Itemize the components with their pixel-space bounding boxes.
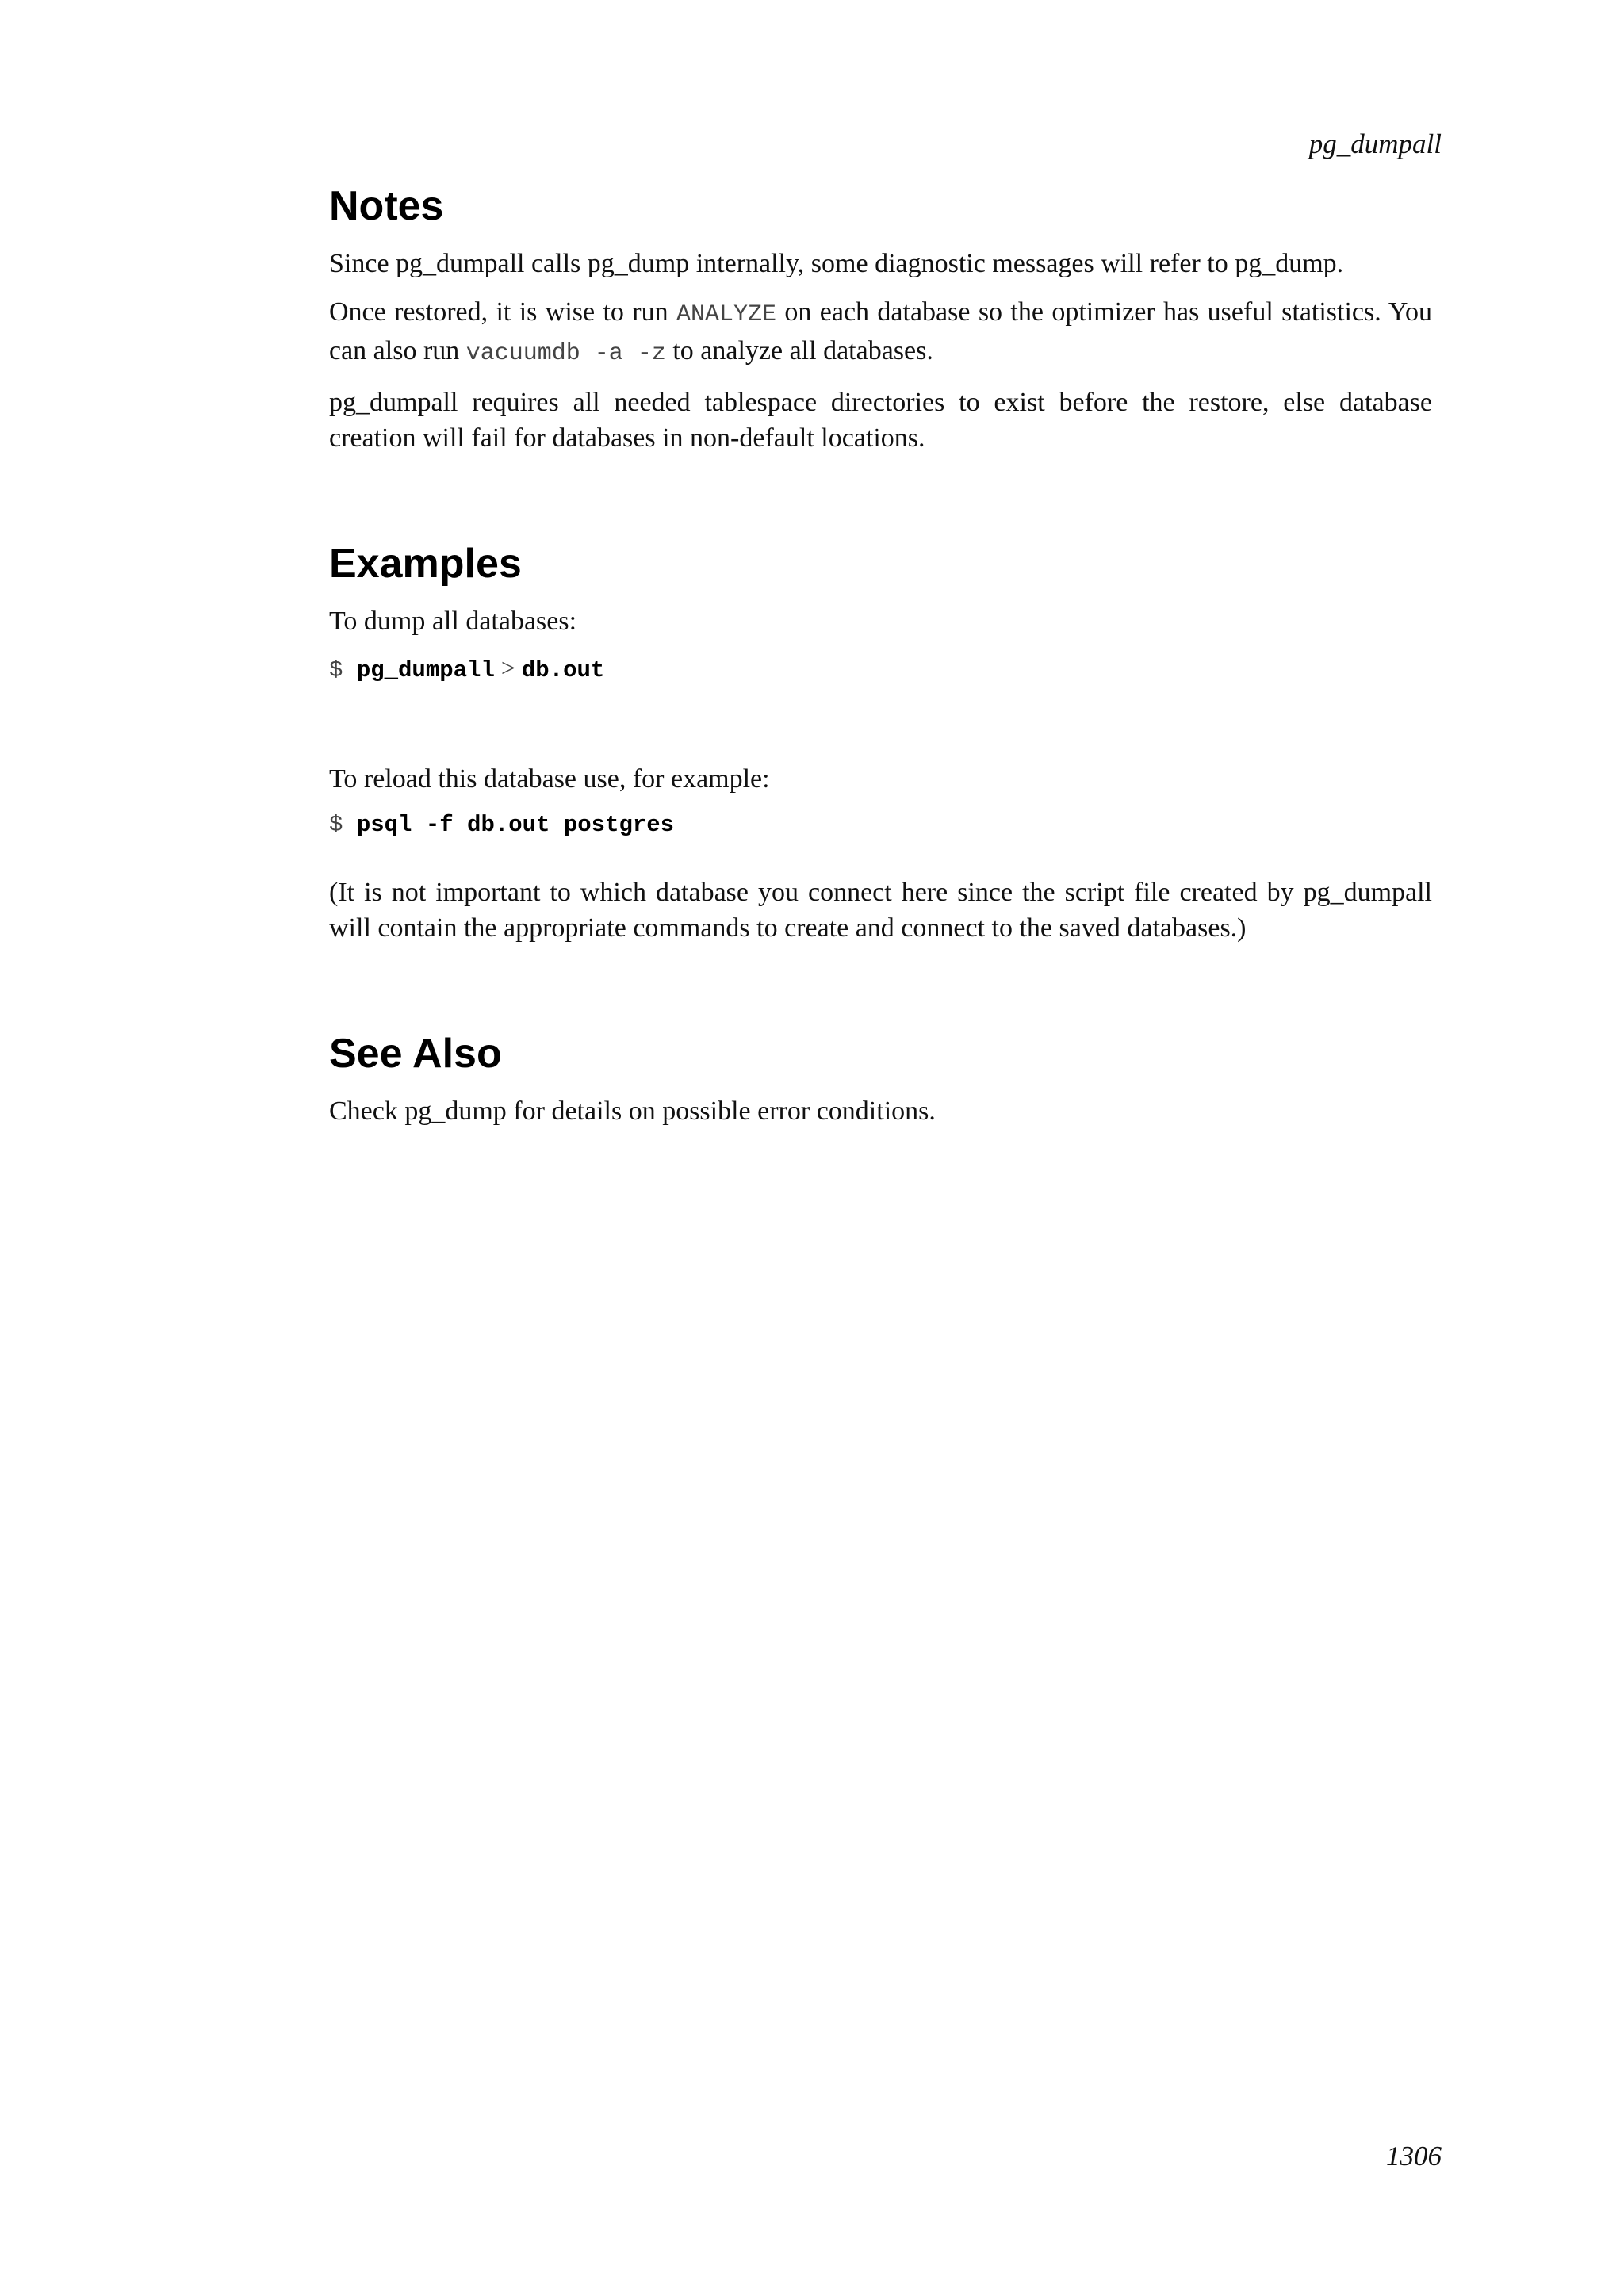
page-content [329,181,1432,1142]
analyze-code: ANALYZE [676,301,777,328]
notes-paragraph-1: Since pg_dumpall calls pg_dump internally, some diagnostic messages will refer to pg_dump. [329,249,1344,278]
notes-paragraph-2 [329,294,1432,372]
see-also-heading: See Also [329,1031,502,1077]
redirect-operator: > [494,653,522,682]
notes-p2-text-b: on each database so the optimizer has useful statistics. You can also run [329,297,1433,365]
page-number: 1306 [1386,2141,1442,2172]
notes-paragraph-3: pg_dumpall requires all needed tablespace directories to exist before the restore, else database creation will fail for databases in non-default locations. [329,388,1432,453]
shell-prompt: $ [329,657,357,683]
notes-p2-text-a: Once restored, it is wise to run [329,297,676,327]
shell-prompt: $ [329,812,357,838]
examples-heading: Examples [329,541,522,587]
examples-note: (It is not important to which database you connect here since the script file created by pg_dumpall will contain the appropriate commands to create and connect to the saved databases.) [329,878,1432,943]
notes-heading: Notes [329,183,444,229]
reload-intro: To reload this database use, for example: [329,764,770,794]
examples-section [329,538,1432,946]
reload-command-block [329,809,1432,841]
dump-target-file: db.out [521,657,605,683]
running-header: pg_dumpall [1308,128,1442,159]
see-also-section [329,1028,1432,1129]
dump-command-block [329,652,1432,687]
notes-p2-text-c: to analyze all databases. [665,336,933,365]
reload-command: psql -f db.out postgres [356,812,675,838]
vacuumdb-code: vacuumdb -a -z [465,340,666,367]
examples-intro: To dump all databases: [329,607,577,636]
dump-command: pg_dumpall [356,657,495,683]
notes-section [329,181,1432,456]
see-also-text: Check pg_dump for details on possible error conditions. [329,1096,936,1126]
